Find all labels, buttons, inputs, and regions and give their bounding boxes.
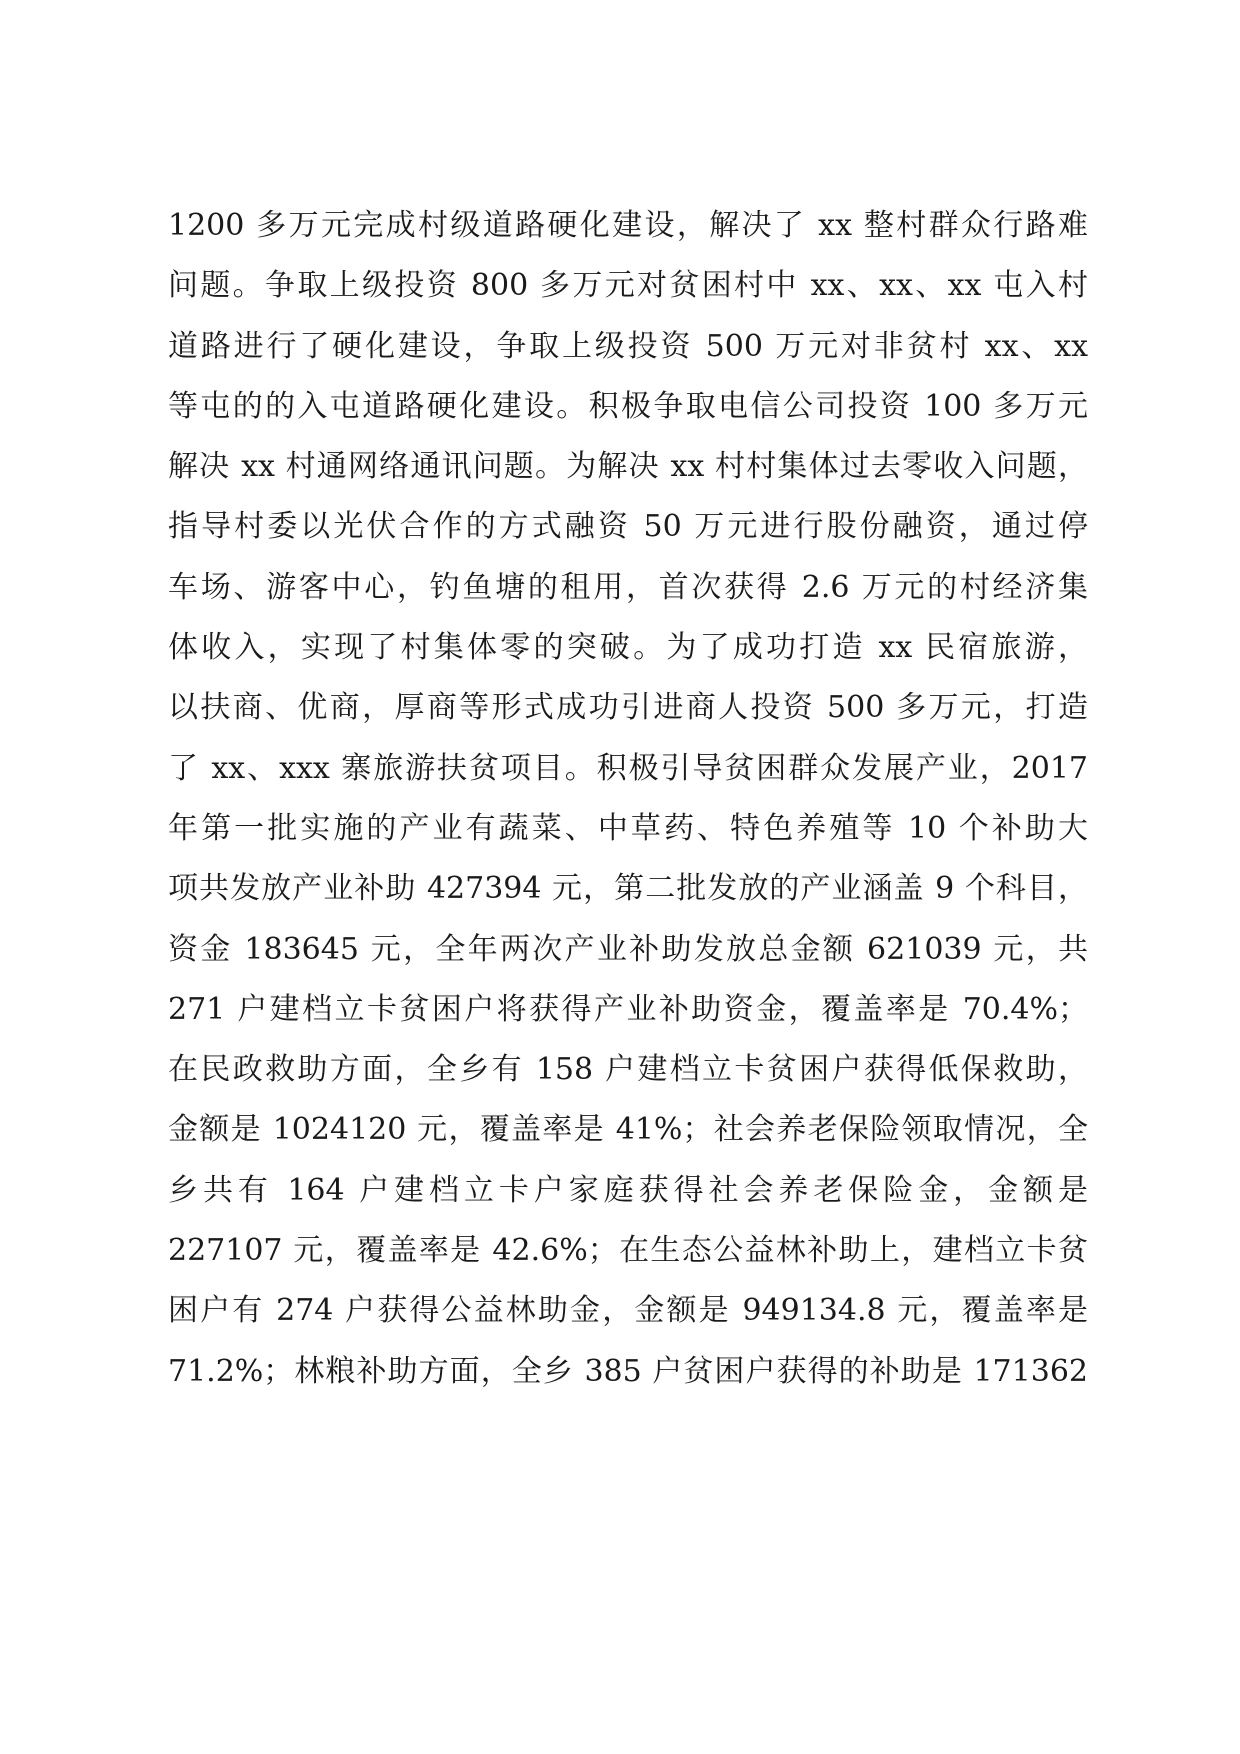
text-line-14: 271 户建档立卡贫困户将获得产业补助资金，覆盖率是 70.4%； [168,991,1088,1027]
text-line-13: 资金 183645 元，全年两次产业补助发放总金额 621039 元，共 [168,931,1088,967]
text-line-3: 道路进行了硬化建设，争取上级投资 500 万元对非贫村 xx、xx [168,328,1088,364]
text-line-20: 71.2%；林粮补助方面，全乡 385 户贫困户获得的补助是 171362 [168,1353,1088,1389]
text-line-16: 金额是 1024120 元，覆盖率是 41%；社会养老保险领取情况，全 [168,1112,1088,1148]
text-line-5: 解决 xx 村通网络通讯问题。为解决 xx 村村集体过去零收入问题， [168,449,1088,485]
text-line-4: 等屯的的入屯道路硬化建设。积极争取电信公司投资 100 多万元 [168,388,1088,424]
text-line-15: 在民政救助方面，全乡有 158 户建档立卡贫困户获得低保救助， [168,1052,1088,1088]
text-line-1: 1200 多万元完成村级道路硬化建设，解决了 xx 整村群众行路难 [168,208,1088,243]
text-line-8: 体收入，实现了村集体零的突破。为了成功打造 xx 民宿旅游， [168,630,1088,666]
text-line-6: 指导村委以光伏合作的方式融资 50 万元进行股份融资，通过停 [168,509,1088,545]
body-paragraph [168,196,1088,1402]
text-line-2: 问题。争取上级投资 800 多万元对贫困村中 xx、xx、xx 屯入村 [168,268,1088,304]
text-line-9: 以扶商、优商，厚商等形式成功引进商人投资 500 多万元，打造 [168,690,1088,726]
text-line-18: 227107 元，覆盖率是 42.6%；在生态公益林补助上，建档立卡贫 [168,1233,1088,1269]
text-line-10: 了 xx、xxx 寨旅游扶贫项目。积极引导贫困群众发展产业，2017 [168,750,1088,786]
text-line-12: 项共发放产业补助 427394 元，第二批发放的产业涵盖 9 个科目， [168,871,1088,907]
text-line-7: 车场、游客中心，钓鱼塘的租用，首次获得 2.6 万元的村经济集 [168,569,1088,605]
text-line-17: 乡共有 164 户建档立卡户家庭获得社会养老保险金，金额是 [168,1172,1088,1208]
text-line-11: 年第一批实施的产业有蔬菜、中草药、特色养殖等 10 个补助大 [168,810,1088,846]
text-line-19: 困户有 274 户获得公益林助金，金额是 949134.8 元，覆盖率是 [168,1293,1088,1329]
